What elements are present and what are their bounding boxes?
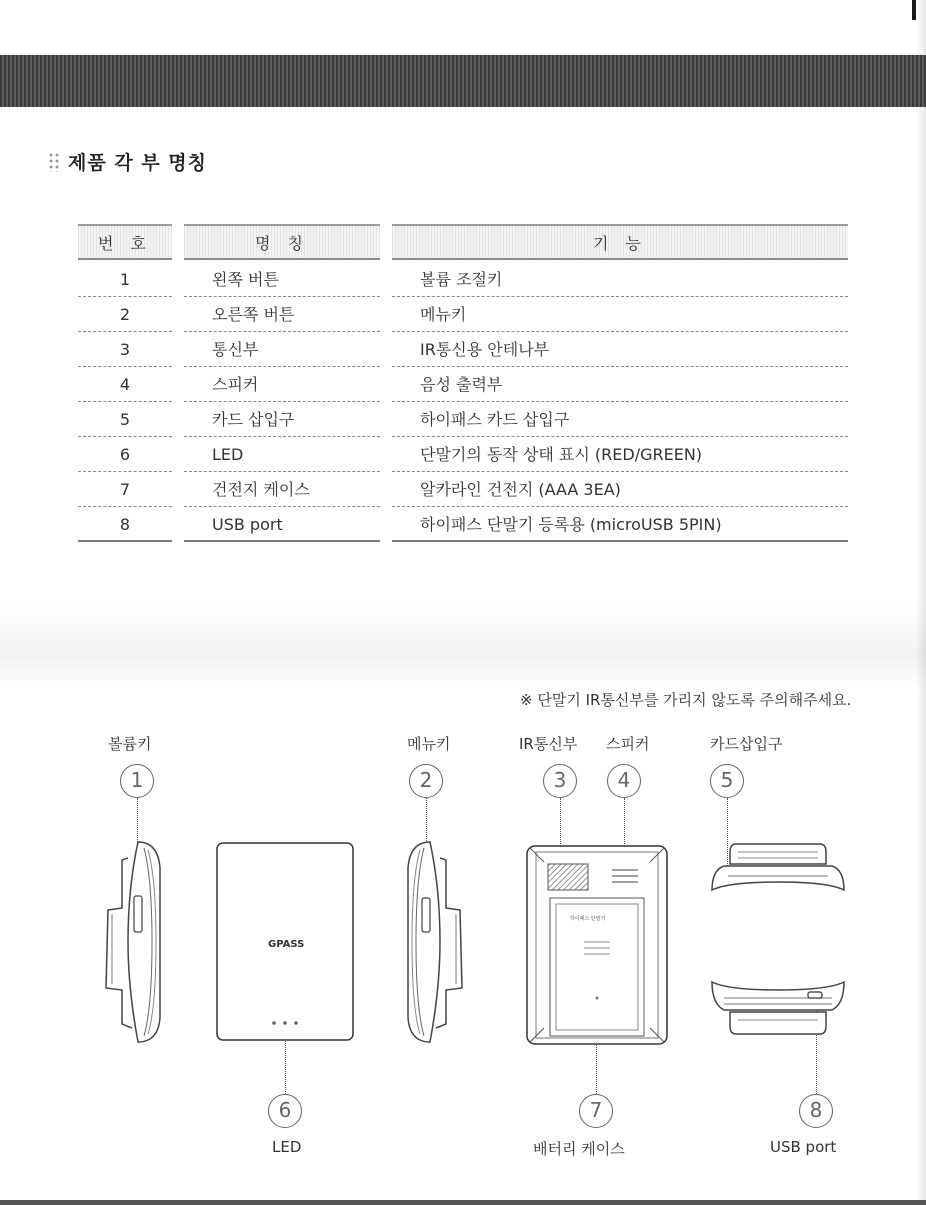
scan-bottom-edge: [0, 1200, 926, 1205]
callout-1: 1: [120, 764, 154, 798]
section-title-text: 제품 각 부 명칭: [68, 152, 207, 174]
table-header-function: 기 능: [392, 224, 848, 260]
callout-8: 8: [799, 1094, 833, 1128]
notice-text: ※ 단말기 IR통신부를 가리지 않도록 주의해주세요.: [520, 691, 852, 709]
row-divider: [184, 540, 380, 542]
table-row: [0, 297, 926, 332]
row-number: 4: [119, 375, 131, 394]
table-row: [0, 472, 926, 507]
row-name: 건전지 케이스: [212, 480, 310, 499]
section-title: [48, 148, 207, 175]
callout-5: 5: [710, 764, 744, 798]
bullet-dots-icon: [48, 152, 60, 172]
header-bar: [0, 55, 926, 107]
callout-4: 4: [607, 764, 641, 798]
row-number: 8: [119, 515, 131, 534]
device-top-edge-view: [708, 840, 848, 900]
label-menu-key: 메뉴키: [407, 735, 451, 753]
scan-smudge: [0, 600, 926, 690]
row-name: LED: [212, 445, 244, 464]
row-name: USB port: [212, 515, 283, 534]
row-name: 오른쪽 버튼: [212, 305, 295, 324]
row-function: 알카라인 건전지 (AAA 3EA): [420, 480, 621, 499]
row-name: 스피커: [212, 375, 259, 394]
table-row: [0, 507, 926, 542]
callout-7: 7: [579, 1094, 613, 1128]
row-number: 2: [119, 305, 131, 324]
device-left-side-view: [98, 838, 164, 1044]
table-header-name: 명 칭: [184, 224, 380, 260]
label-led: LED: [272, 1138, 302, 1156]
row-divider: [392, 540, 848, 542]
device-right-side-view: [404, 838, 470, 1044]
table-row: [0, 367, 926, 402]
table-header-number: 번 호: [78, 224, 172, 260]
row-function: IR통신용 안테나부: [420, 340, 550, 359]
row-number: 3: [119, 340, 131, 359]
row-number: 5: [119, 410, 131, 429]
device-logo: GPASS: [268, 939, 305, 950]
label-speaker: 스피커: [606, 735, 650, 753]
label-card-slot: 카드삽입구: [710, 735, 783, 753]
callout-3: 3: [543, 764, 577, 798]
device-back-view: [526, 842, 668, 1048]
row-number: 6: [119, 445, 131, 464]
device-bottom-edge-view: [708, 976, 848, 1040]
row-divider: [78, 540, 172, 542]
label-battery-case: 배터리 케이스: [533, 1140, 625, 1158]
usb-port-icon: [808, 992, 822, 998]
label-volume-key: 볼륨키: [108, 735, 152, 753]
device-sticker: 하이패스 단말기: [570, 916, 606, 922]
table-row: [0, 262, 926, 297]
row-function: 하이패스 카드 삽입구: [420, 410, 570, 429]
row-name: 왼쪽 버튼: [212, 270, 279, 289]
row-function: 단말기의 동작 상태 표시 (RED/GREEN): [420, 445, 703, 464]
row-function: 볼륨 조절키: [420, 270, 503, 289]
label-ir-part: IR통신부: [519, 735, 578, 753]
row-function: 메뉴키: [420, 305, 467, 324]
callout-6: 6: [268, 1094, 302, 1128]
label-usb-port: USB port: [770, 1138, 837, 1156]
device-front-view: [216, 842, 354, 1042]
table-row: [0, 437, 926, 472]
row-name: 통신부: [212, 340, 259, 359]
row-name: 카드 삽입구: [212, 410, 295, 429]
row-function: 하이패스 단말기 등록용 (microUSB 5PIN): [420, 515, 722, 534]
row-number: 1: [119, 270, 131, 289]
row-number: 7: [119, 480, 131, 499]
callout-2: 2: [409, 764, 443, 798]
table-row: [0, 332, 926, 367]
table-row: [0, 402, 926, 437]
row-function: 음성 출력부: [420, 375, 503, 394]
